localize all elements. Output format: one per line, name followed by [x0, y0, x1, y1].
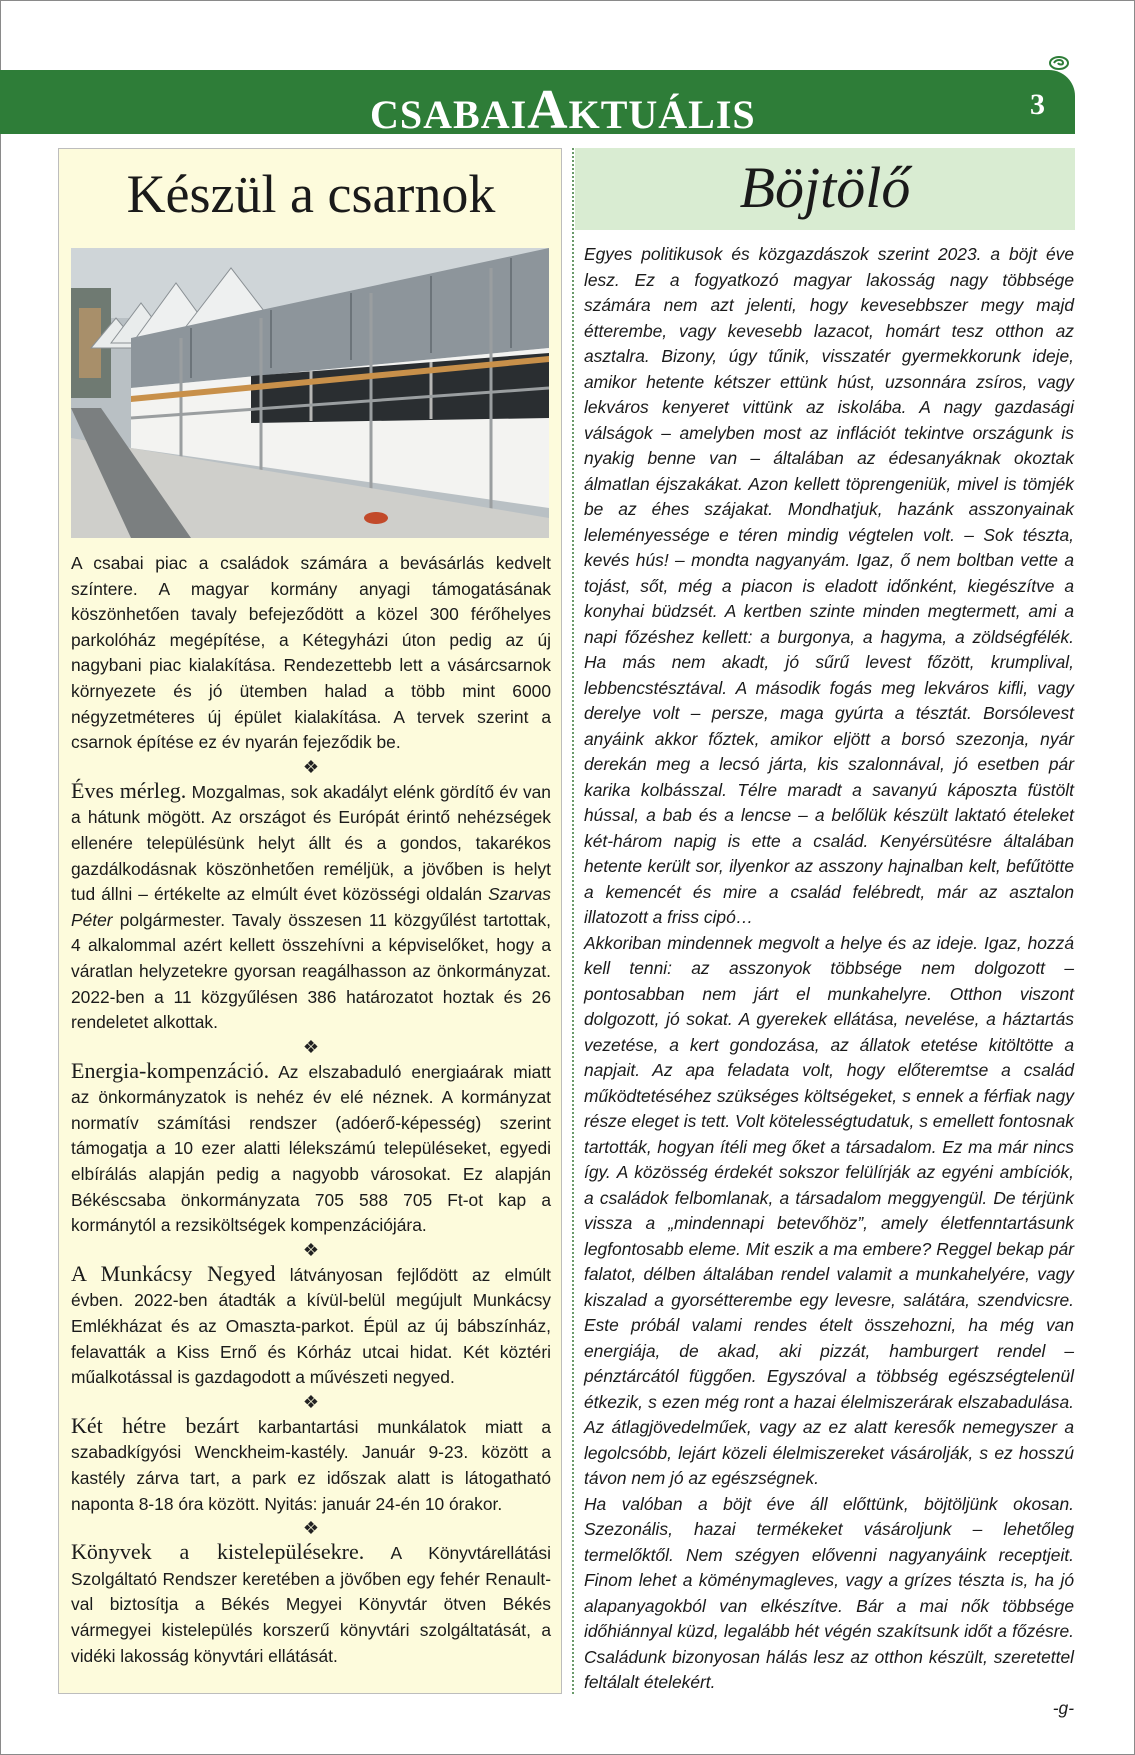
publication-title	[370, 78, 770, 141]
news-column	[58, 148, 562, 1694]
news-item-lead: Éves mérleg.	[71, 777, 187, 803]
news-item-lead: Könyvek a kistelepülésekre.	[71, 1539, 365, 1565]
news-item-lead: Két hétre bezárt	[71, 1412, 240, 1438]
opinion-article	[584, 242, 1074, 1721]
brand-part-1: CSABAI	[370, 92, 528, 137]
news-item-text: karbantartási munkálatok miatt a szabadkígyósi Wenckheim-kastély. Január 9-23. között a kastély zárva tart, a park ez időszak alatt is látogatható naponta 8-18 óra között. Nyitás: január 24-én 10 órakor.	[71, 1416, 551, 1514]
signature-line	[584, 1696, 1074, 1722]
news-item-text: Az elszabaduló energiaárak miatt az önkormányzatok is nehéz év elé néznek. A kormányzat normatív számítási rendszer (adóerő-képesség) szerint támogatja a 10 ezer alatti lélekszámú településeket, egyedi elbírálás alapján pedig a nagyobb városokat. Ez alapján Békéscsaba önkormányzata 705 588 705 Ft-ot kap a kormánytól a rezsiköltségek kompenzációjára.	[71, 1061, 551, 1236]
news-item	[71, 1058, 551, 1239]
news-item	[71, 778, 551, 1036]
opinion-paragraph: Ha valóban a böjt éve áll előttünk, böjtöljünk okosan. Szezonális, hazai termékeket vásároljunk – lehetőleg termelőktől. Nem szégyen elővenni nagyanyáink receptjeit. Finom lehet a köménymagleves, vagy a grízes tészta is, ha jó alapanyagokból van elkészítve. Bár a mai nők többsége időhiánnyal küzd, legalább hét végén szakítsunk időt a főzésre. Családunk bizonyosan hálás lesz az otthon készült, szeretettel feltálalt ételekért.	[584, 1493, 1074, 1692]
news-item	[71, 1539, 551, 1669]
intro-paragraph: A csabai piac a családok számára a bevásárlás kedvelt színtere. A magyar kormány anyagi támogatásának köszönhetően tavaly befejeződött a közel 300 férőhelyes parkolóház megépítése, a Kétegyházi úton pedig az új nagybani piac kialakítása. Rendezettebb lett a vásárcsarnok környezete és jó ütemben halad a több mint 6000 négyzetméteres új épület kialakítása. A tervek szerint a csarnok építése ez év nyarán fejeződik be.	[71, 553, 551, 753]
opinion-title-box	[575, 148, 1075, 230]
news-item-lead: A Munkácsy Negyed	[71, 1260, 276, 1286]
news-item	[71, 1261, 551, 1391]
news-item-text: A Könyvtárellátási Szolgáltató Rendszer keretében a jövőben egy fehér Renault-val biztosítja a Békés Megyei Könyvtár ötven Békés vármegyei kistelepülés korszerű könyvtári szolgáltatását, a vidéki lakosság könyvtári ellátását.	[71, 1543, 551, 1666]
market-hall-construction-photo	[71, 248, 549, 538]
brand-part-2: KTUÁLIS	[568, 92, 756, 137]
news-item-text: polgármester. Tavaly összesen 11 közgyűlést tartottak, 4 alkalommal azért kellett összehívni a képviselőket, hogy a váratlan helyzetekre gyorsan reagálhasson az önkormányzat. 2022-ben a 11 közgyűlésen 386 határozatot hoztak és 26 rendeletet alkottak.	[71, 909, 551, 1033]
mayor-name: Szarvas Péter	[71, 884, 551, 930]
news-item-text: Mozgalmas, sok akadályt elénk gördítő év van a hátunk mögött. Az országot és Európát érintő nehézségek ellenére településünk helyt állt és a gondos, takarékos gazdálkodásnak köszönhetően reméljük, a jövőben is helyt tud állni – értékelte az elmúlt évet közösségi oldalán	[71, 781, 551, 905]
author-signature: -g-	[1052, 1697, 1074, 1718]
opinion-paragraph: Akkoriban mindennek megvolt a helye és az ideje. Igaz, hozzá kell tenni: az asszonyok többsége nem dolgozott – pontosabban nem járt el munkahelyre. Otthon viszont dolgozott, jó sokat. A gyerekek ellátása, nevelése, a háztartás vezetése, a kert gondozása, az állatok etetése kitöltötte a napjait. Az apa feladata volt, hogy előteremtse a család működtetéséhez szükséges költségeket, s ennek a férfiak nagy része eleget is tett. Volt kötelességtudatuk, s emellett fontosnak tartották, hogyan ítéli meg őket a társadalom. Ez ma már nincs így. A közösség érdekét sokszor felülírják az egyéni ambíciók, a családok felbomlanak, a társadalom meggyengül. De térjünk vissza a „mindennapi betevőhöz”, amely életfenntartásunk legfontosabb eleme. Mit eszik a ma embere? Reggel bekap pár falatot, délben általában rendel valamit a munkahelyére, vagy kiszalad a gyorsétterembe egy levesre, salátára, szendvicsre. Este próbál valami rendes ételt összehozni, ha még van energiája, de akad, aki pizzát, hamburgert rendel – pénztárcától függően. Egyszóval a többség egészségtelenül étkezik, s ezen még ront a hazai élelmiszerárak elszabadulása. Az átlagjövedelműek, vagy az ez alatt keresők nemegyszer a legolcsóbb, lejárt közeli élelmiszereket vásárolják, s ez hosszú távon nem jó az egészségnek.	[584, 932, 1074, 1488]
separator-icon: ❖	[302, 1391, 320, 1412]
separator-icon: ❖	[302, 1239, 320, 1260]
column-divider	[572, 148, 574, 1694]
brand-initial: A	[527, 79, 569, 141]
separator-icon: ❖	[302, 1036, 320, 1057]
opinion-paragraph: Egyes politikusok és közgazdászok szerint 2023. a böjt éve lesz. Ez a fogyatkozó magyar lakosság nagy többsége számára nem azt jelenti, hogy kevesebbszer megy majd étterembe, vagy kevesebb lazacot, homárt tesz otthon az asztalra. Bizony, úgy tűnik, visszatér gyermekkorunk ideje, amikor hetente kétszer ettünk húst, uzsonnára zsíros, vagy lekváros kenyeret vittünk az iskolába. A nagy gazdasági válságok – amelyben most az inflációt tekintve országunk is nyakig benne van – általában az édesanyáknak okoztak álmatlan éjszakákat. Azon kellett töprengeniük, mivel is tömjék be az éhes szájakat. Mondhatjuk, hazánk asszonyainak leleményessége e téren mindig végtelen volt. – Sok tészta, kevés hús! – mondta nagyanyám. Igaz, ő nem boltban vette a tojást, sőt, még a piacon is eladott időnként, kiegészítve a konyhai büdzsét. A kertben szinte minden megtermett, ami a napi főzéshez kellett: a burgonya, a hagyma, a zöldségfélék. Ha más nem akadt, jó sűrű levest főzött, krumplival, lebbencstésztával. A második fogás meg lekváros kifli, vagy derelye volt – persze, maga gyúrta a tésztát. Borsólevest anyáink akkor főztek, amikor eljött a borsó szezonja, nyár derekán meg a lecsó járta, kis szalonnával, jó esetben pár karika kolbásszal. Télre maradt a savanyú káposzta füstölt hússal, a bab és a lencse – a belőlük készült laktató ételeket két-három napig is ette a család. Kenyérsütésre általában hetente került sor, ilyenkor az asszony hajnalban kelt, befűtötte a kemencét és mire a család felébredt, már az asztalon illatozott a friss cipó…	[584, 244, 1074, 927]
opinion-title: Böjtölő	[739, 155, 911, 220]
news-item	[71, 1413, 551, 1517]
news-item-lead: Energia-kompenzáció.	[71, 1057, 270, 1083]
swirl-logo-icon	[1048, 54, 1070, 72]
news-text	[71, 551, 551, 1669]
separator-icon: ❖	[302, 1518, 320, 1539]
page-number: 3	[1030, 88, 1045, 121]
news-item-text: látványosan fejlődött az elmúlt évben. 2022-ben átadták a kívül-belül megújult Munkácsy Emlékházat és az Omaszta-parkot. Épül az új bábszínház, felavatták a Kiss Ernő és Kórház utcai hidat. Két köztéri műalkotással is gazdagodott a művészeti negyed.	[71, 1264, 551, 1388]
separator-icon: ❖	[302, 756, 320, 777]
article-title: Készül a csarnok	[126, 164, 496, 224]
